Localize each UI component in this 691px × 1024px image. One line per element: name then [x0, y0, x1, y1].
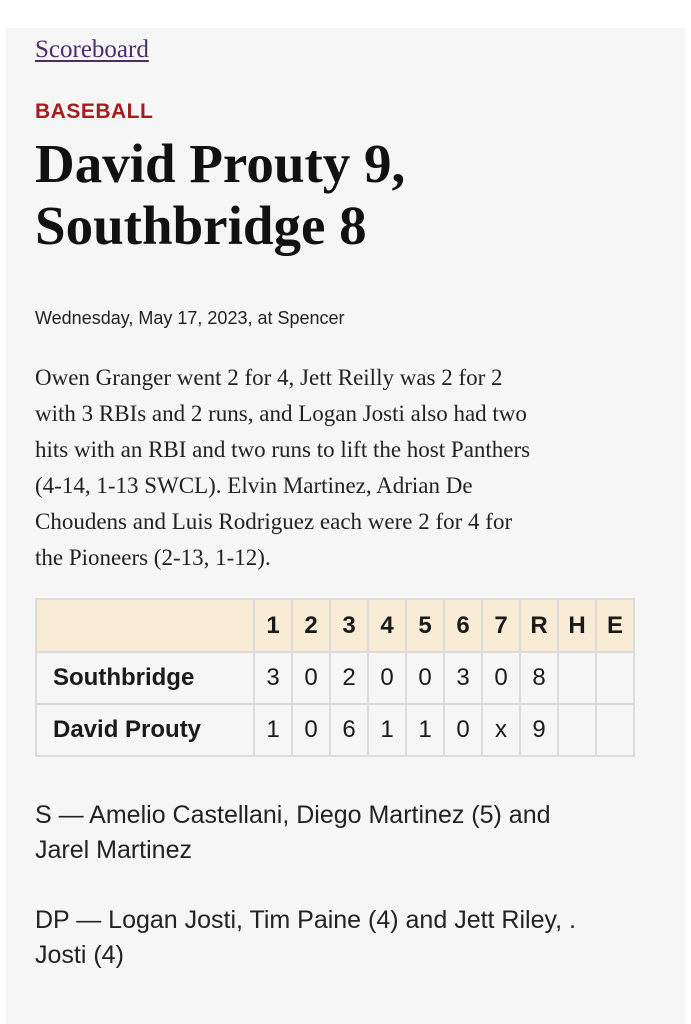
header-blank-cell [36, 599, 254, 652]
pitchers-line: Jarel Martinez [35, 836, 192, 864]
headline-line-2: Southbridge 8 [35, 195, 367, 256]
score-cell: 3 [444, 652, 482, 704]
sport-label: BASEBALL [35, 100, 154, 123]
header-cell: 4 [368, 599, 406, 652]
score-cell [596, 704, 634, 756]
score-cell: 3 [254, 652, 292, 704]
score-cell: 1 [368, 704, 406, 756]
score-cell: 0 [444, 704, 482, 756]
story-line: with 3 RBIs and 2 runs, and Logan Josti also had two [35, 401, 527, 426]
score-cell [596, 652, 634, 704]
linescore-header-row [36, 599, 634, 652]
header-cell: 3 [330, 599, 368, 652]
table-row [36, 652, 634, 704]
header-cell: 2 [292, 599, 330, 652]
score-cell: 1 [406, 704, 444, 756]
story-line: (4-14, 1-13 SWCL). Elvin Martinez, Adrian De [35, 473, 473, 498]
score-cell: 0 [292, 652, 330, 704]
score-cell [558, 704, 596, 756]
header-cell: 5 [406, 599, 444, 652]
header-cell: 6 [444, 599, 482, 652]
score-cell: 9 [520, 704, 558, 756]
pitchers-line: Josti (4) [35, 941, 124, 969]
score-cell: 1 [254, 704, 292, 756]
story-paragraph [35, 360, 660, 576]
score-cell: 0 [368, 652, 406, 704]
story-line: the Pioneers (2-13, 1-12). [35, 545, 271, 570]
header-cell: E [596, 599, 634, 652]
score-cell: 0 [482, 652, 520, 704]
header-cell: 1 [254, 599, 292, 652]
headline-line-1: David Prouty 9, [35, 133, 406, 194]
score-cell: 0 [406, 652, 444, 704]
scoreboard-link[interactable]: Scoreboard [35, 36, 149, 63]
score-cell: 2 [330, 652, 368, 704]
header-cell: 7 [482, 599, 520, 652]
score-cell: x [482, 704, 520, 756]
story-line: hits with an RBI and two runs to lift the host Panthers [35, 437, 531, 462]
linescore-table [35, 598, 635, 757]
score-cell: 8 [520, 652, 558, 704]
table-row [36, 704, 634, 756]
team-name: Southbridge [36, 652, 254, 704]
header-cell: R [520, 599, 558, 652]
team-name: David Prouty [36, 704, 254, 756]
dateline: Wednesday, May 17, 2023, at Spencer [35, 308, 345, 328]
story-line: Choudens and Luis Rodriguez each were 2 for 4 for [35, 509, 513, 534]
score-cell: 0 [292, 704, 330, 756]
score-cell [558, 652, 596, 704]
pitchers-line: S — Amelio Castellani, Diego Martinez (5) and [35, 801, 551, 829]
pitchers-line: DP — Logan Josti, Tim Paine (4) and Jett Riley, . [35, 906, 576, 934]
southbridge-pitchers [35, 798, 655, 868]
article-page [6, 28, 685, 1024]
score-cell: 6 [330, 704, 368, 756]
story-line: Owen Granger went 2 for 4, Jett Reilly was 2 for 2 [35, 365, 503, 390]
header-cell: H [558, 599, 596, 652]
david-prouty-pitchers [35, 903, 655, 973]
headline [35, 133, 635, 257]
